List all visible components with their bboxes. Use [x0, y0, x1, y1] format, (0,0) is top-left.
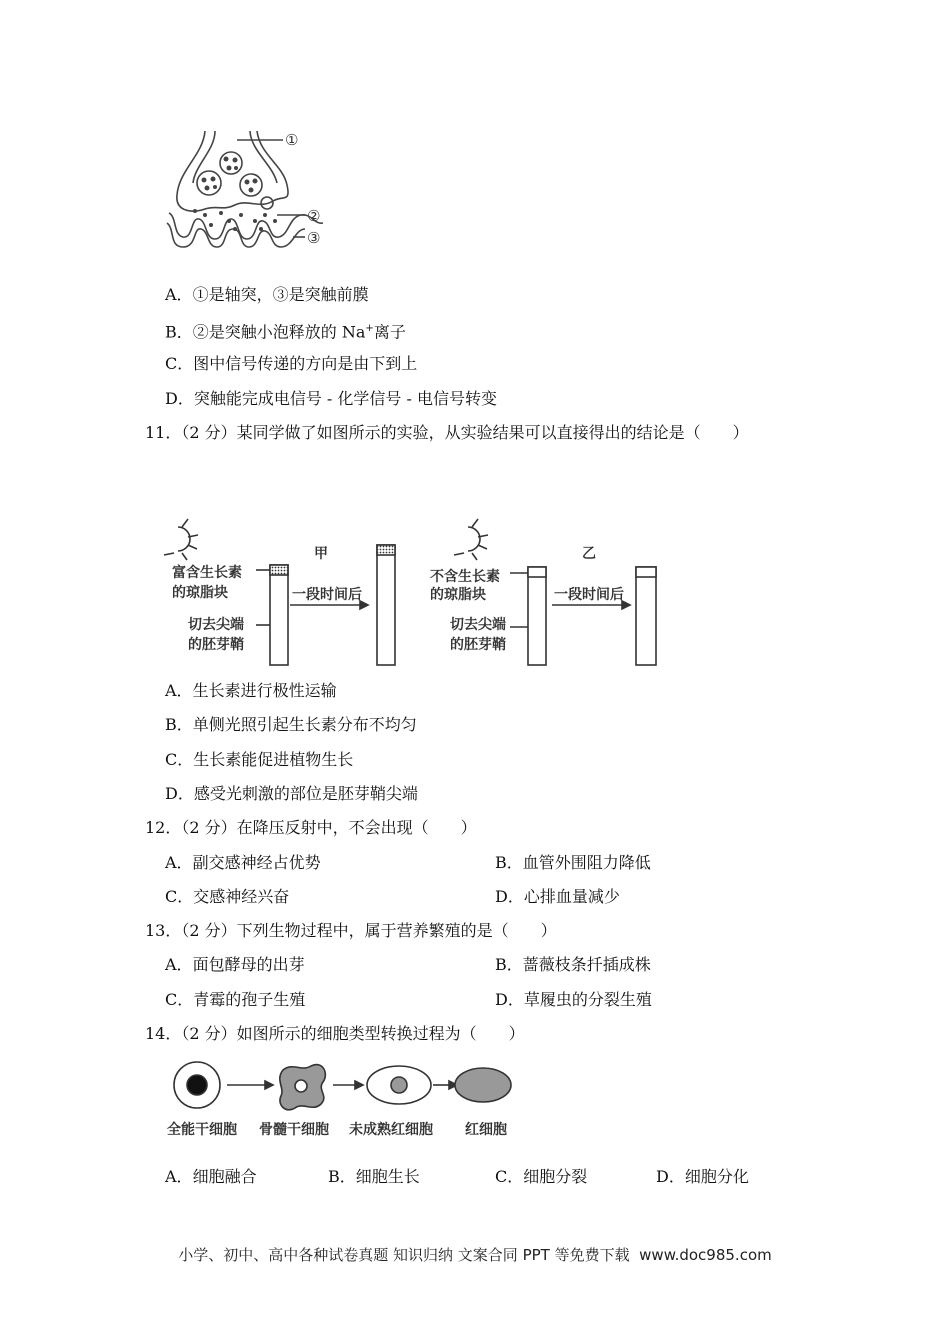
left-block-label-1: 富含生长素 [172, 565, 242, 581]
q11-stem: 11．（2 分）某同学做了如图所示的实验，从实验结果可以直接得出的结论是（ ） [145, 423, 749, 442]
q12-option-c: C．交感神经兴奋 [165, 887, 290, 906]
q13-option-b: B．蔷薇枝条扦插成株 [495, 955, 651, 974]
left-arrow-label: 一段时间后 [292, 587, 362, 603]
cell-label-totipotent: 全能干细胞 [167, 1122, 237, 1138]
q13-option-a: A．面包酵母的出芽 [165, 955, 305, 974]
cell-label-bone-marrow: 骨髓干细胞 [259, 1122, 329, 1138]
q12-option-b: B．血管外围阻力降低 [495, 853, 651, 872]
q14-option-d: D．细胞分化 [656, 1167, 749, 1186]
q10-option-b: B．②是突触小泡释放的 Na+离子 [165, 322, 406, 342]
right-coleoptile-label-1: 切去尖端 [450, 617, 506, 633]
q10-option-c: C．图中信号传递的方向是由下到上 [165, 354, 418, 373]
q13-option-c: C．青霉的孢子生殖 [165, 990, 306, 1009]
right-block-label-2: 的琼脂块 [430, 587, 486, 603]
q12-option-a: A．副交感神经占优势 [165, 853, 321, 872]
footer-link[interactable]: www.doc985.com [639, 1246, 772, 1264]
q11-option-a: A．生长素进行极性运输 [165, 681, 337, 700]
synapse-label-2: ② [307, 207, 321, 225]
q10-option-a: A．①是轴突，③是突触前膜 [165, 285, 369, 304]
q14-option-c: C．细胞分裂 [495, 1167, 588, 1186]
cell-label-rbc: 红细胞 [465, 1122, 507, 1138]
q11-option-b: B．单侧光照引起生长素分布不均匀 [165, 715, 417, 734]
coleoptile-experiment-figure [160, 515, 670, 670]
figure-title-yi: 乙 [582, 546, 596, 562]
footer-text: 小学、初中、高中各种试卷真题 知识归纳 文案合同 PPT 等免费下载 [178, 1246, 630, 1264]
q13-stem: 13．（2 分）下列生物过程中，属于营养繁殖的是（ ） [145, 921, 557, 940]
synapse-label-3: ③ [307, 229, 321, 247]
q12-stem: 12．（2 分）在降压反射中，不会出现（ ） [145, 818, 477, 837]
q12-option-d: D．心排血量减少 [495, 887, 620, 906]
q13-option-d: D．草履虫的分裂生殖 [495, 990, 652, 1009]
cell-label-immature-rbc: 未成熟红细胞 [349, 1122, 433, 1138]
q14-stem: 14．（2 分）如图所示的细胞类型转换过程为（ ） [145, 1024, 525, 1043]
cell-differentiation-figure [165, 1058, 525, 1143]
q14-option-b: B．细胞生长 [328, 1167, 420, 1186]
page-footer [0, 1244, 950, 1265]
right-coleoptile-label-2: 的胚芽鞘 [450, 637, 506, 653]
left-coleoptile-label-1: 切去尖端 [188, 617, 244, 633]
q11-option-d: D．感受光刺激的部位是胚芽鞘尖端 [165, 784, 418, 803]
synapse-label-1: ① [285, 131, 299, 149]
q10-option-d: D．突触能完成电信号 - 化学信号 - 电信号转变 [165, 389, 498, 408]
left-block-label-2: 的琼脂块 [172, 585, 228, 601]
right-arrow-label: 一段时间后 [554, 587, 624, 603]
figure-title-jia: 甲 [314, 546, 328, 562]
q14-option-a: A．细胞融合 [165, 1167, 257, 1186]
left-coleoptile-label-2: 的胚芽鞘 [188, 637, 244, 653]
synapse-figure [165, 125, 340, 255]
right-block-label-1: 不含生长素 [430, 569, 500, 585]
q11-option-c: C．生长素能促进植物生长 [165, 750, 354, 769]
